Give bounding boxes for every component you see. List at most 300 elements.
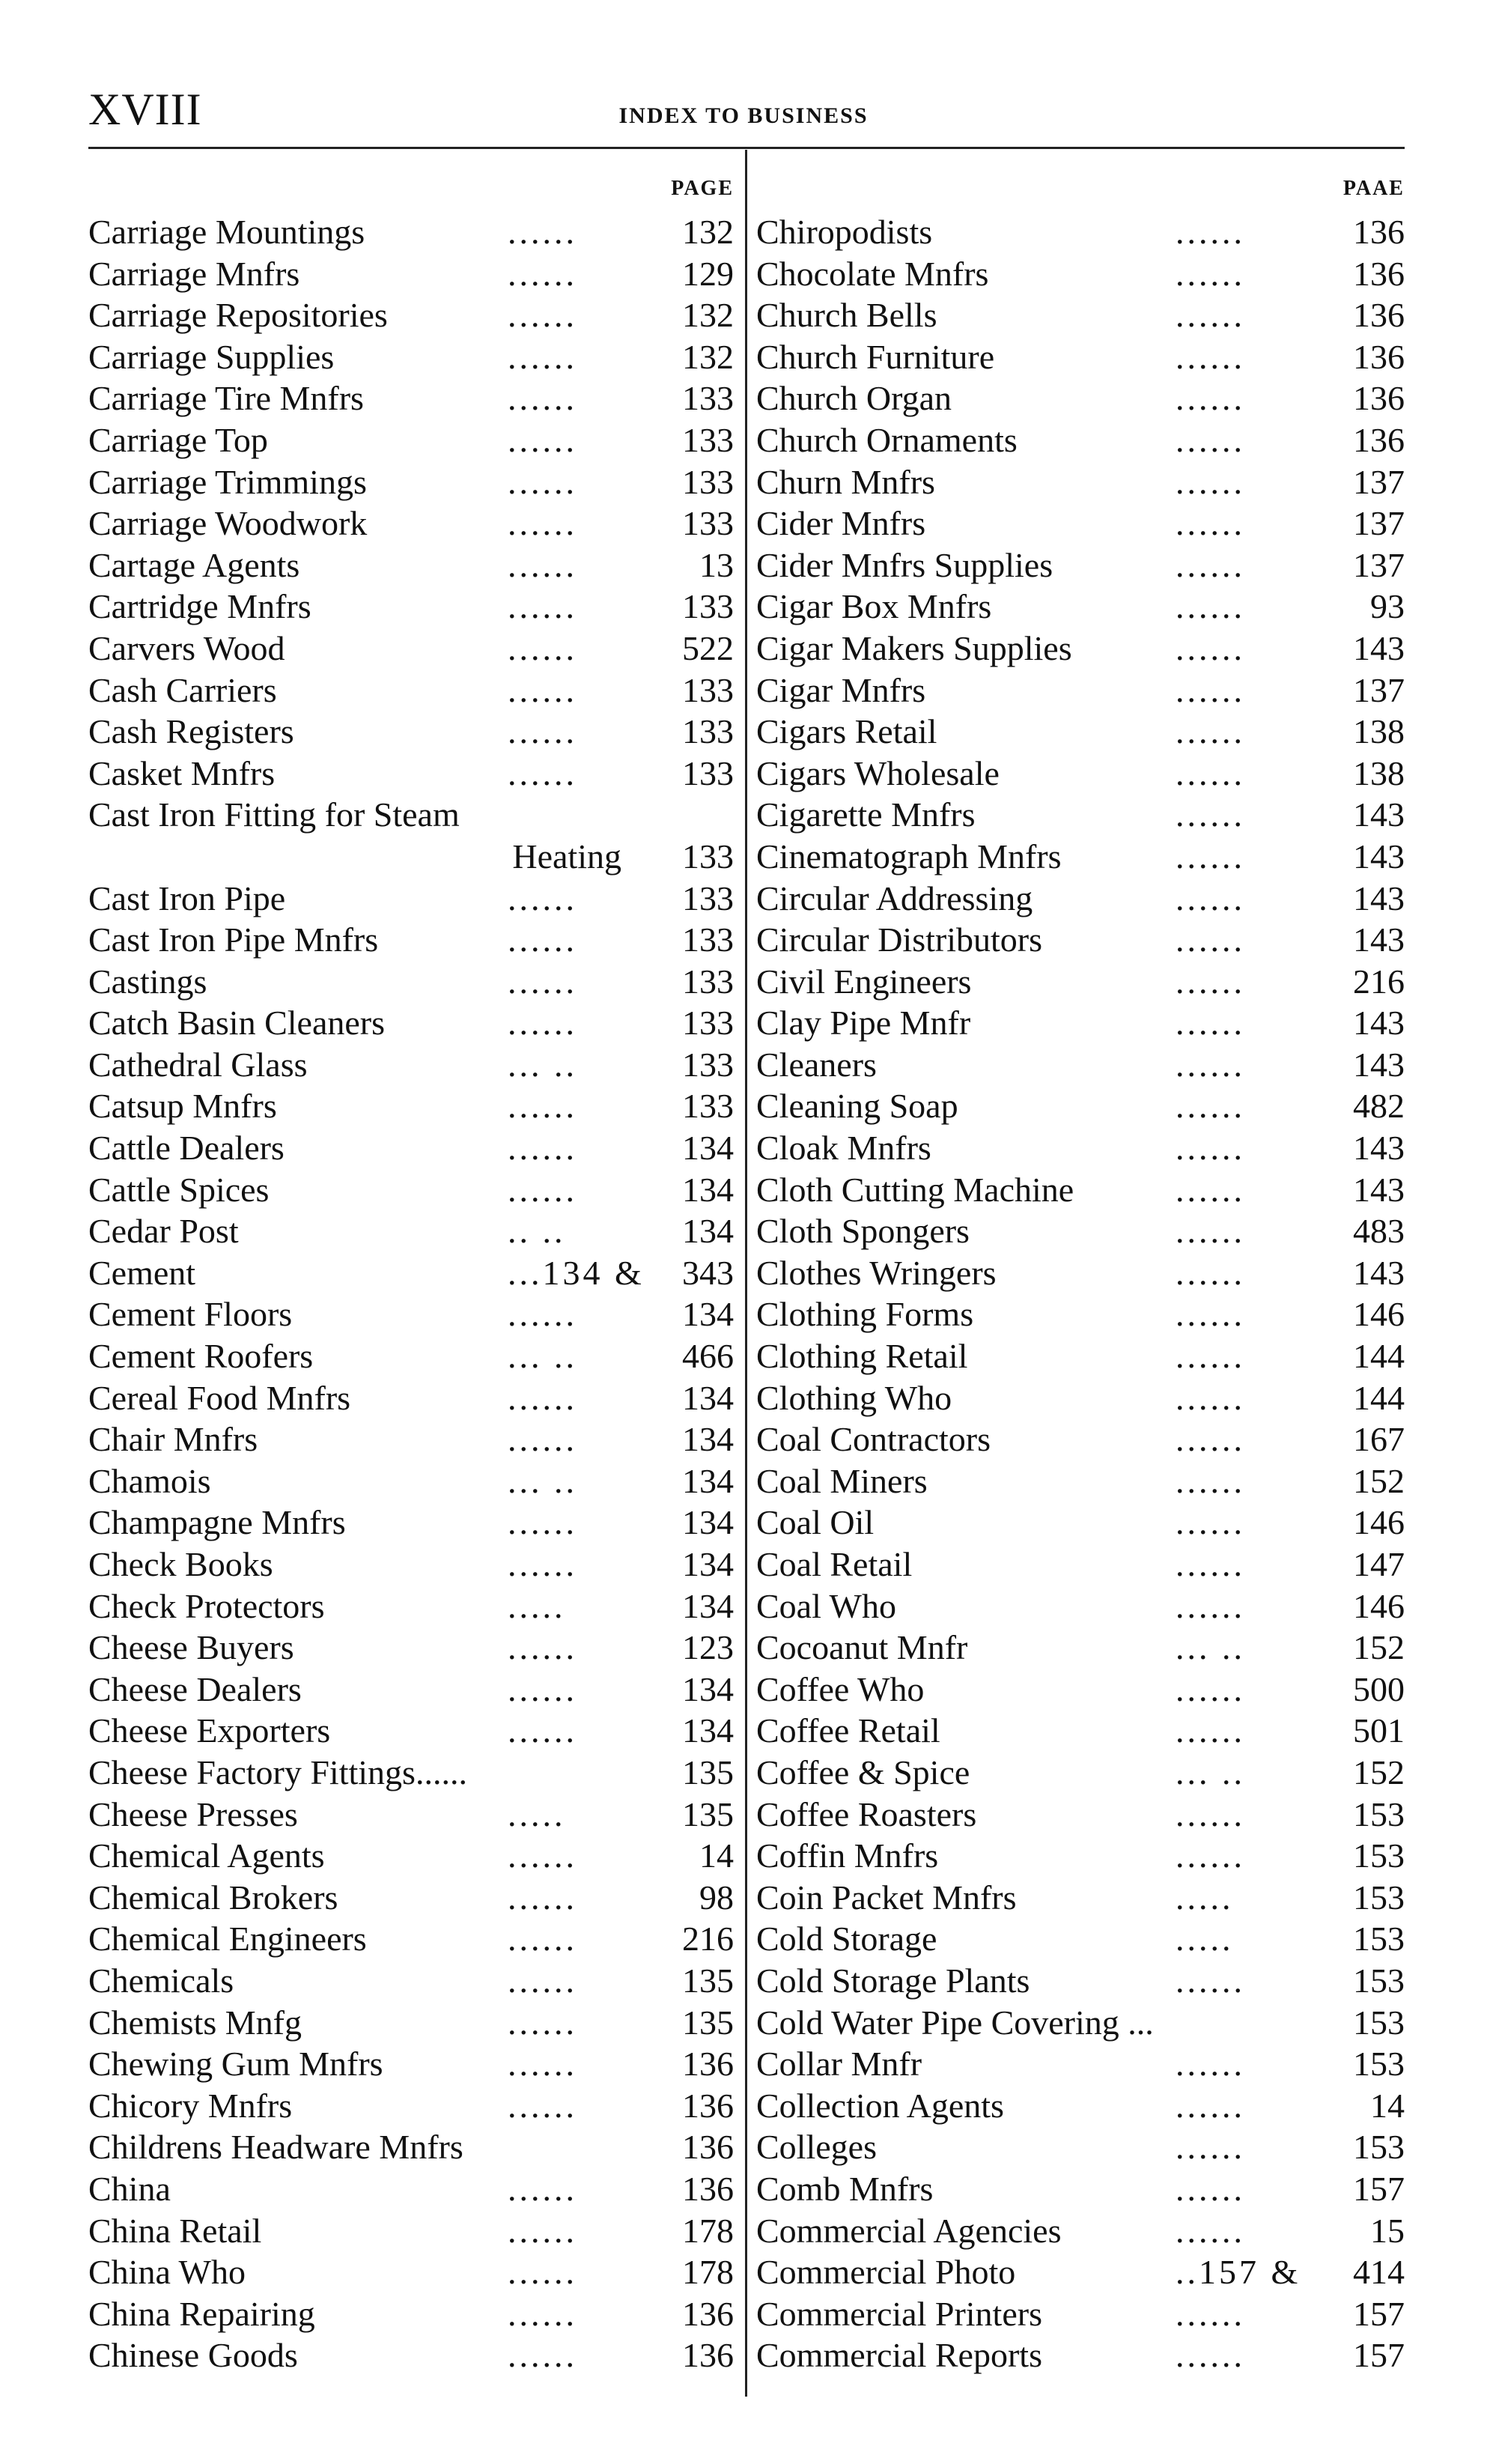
index-entry [756, 2002, 1405, 2044]
entry-name: China Who [88, 2253, 246, 2292]
index-entry [88, 919, 734, 961]
entry-name: Cement [88, 1253, 196, 1292]
entry-page: 133 [682, 504, 734, 543]
entry-name: Chinese Goods [88, 2336, 298, 2375]
entry-leader: ...... [508, 1378, 577, 1417]
entry-page: 153 [1353, 1878, 1405, 1917]
index-entry [756, 670, 1405, 711]
entry-name: Cinematograph Mnfrs [756, 837, 1062, 876]
entry-page: 136 [1353, 420, 1405, 459]
index-entry [88, 2168, 734, 2210]
entry-name: Coffee Retail [756, 1711, 940, 1750]
entry-name: Chemical Agents [88, 1836, 325, 1875]
entry-leader: ...... [508, 2211, 577, 2250]
entry-leader: ...... [508, 1295, 577, 1334]
entry-name: Check Books [88, 1545, 273, 1583]
entry-leader: ...... [508, 1545, 577, 1583]
entry-name: Carriage Supplies [88, 337, 335, 376]
entry-page: 133 [682, 670, 734, 709]
entry-page: 153 [1353, 1920, 1405, 1958]
entry-name: Coffin Mnfrs [756, 1836, 939, 1875]
entry-leader: ..... [508, 1586, 566, 1625]
left-page-label: PAGE [671, 177, 734, 200]
entry-page: 134 [682, 1545, 734, 1583]
entry-leader: ...... [1176, 1253, 1245, 1292]
entry-page: 153 [1353, 1794, 1405, 1833]
entry-page: 14 [699, 1836, 734, 1875]
entry-leader: ...... [1176, 2045, 1245, 2084]
entry-name: Cider Mnfrs [756, 504, 926, 543]
entry-name: Clay Pipe Mnfr [756, 1004, 971, 1043]
index-entry [88, 2002, 734, 2044]
entry-page: 137 [1353, 462, 1405, 501]
entry-page: 134 [682, 1711, 734, 1750]
entry-leader: ...... [1176, 1503, 1245, 1542]
index-entry [88, 2043, 734, 2085]
entry-name: Chemists Mnfg [88, 2003, 302, 2042]
entry-page: 482 [1353, 1087, 1405, 1126]
entry-name: Catch Basin Cleaners [88, 1004, 386, 1043]
entry-page: 136 [682, 2045, 734, 2084]
entry-name: Cash Registers [88, 712, 294, 751]
entry-name: Civil Engineers [756, 962, 972, 1001]
entry-name: Collar Mnfr [756, 2045, 922, 2084]
entry-name: Clothing Forms [756, 1295, 974, 1334]
entry-leader: ...... [508, 628, 577, 667]
index-entry [756, 1460, 1405, 1502]
entry-page: 136 [1353, 254, 1405, 293]
index-entry [756, 1752, 1405, 1794]
entry-name: Champagne Mnfrs [88, 1503, 346, 1542]
entry-leader: ...... [1176, 379, 1245, 418]
entry-page: 153 [1353, 2128, 1405, 2167]
index-entry [88, 836, 734, 878]
entry-name: Commercial Photo [756, 2253, 1016, 2292]
index-entry [88, 1585, 734, 1627]
index-entry [756, 1377, 1405, 1419]
entry-leader: ...... [1176, 1711, 1245, 1750]
entry-page: 133 [682, 1087, 734, 1126]
entry-leader: ...... [1176, 545, 1245, 584]
entry-name: Chocolate Mnfrs [756, 254, 989, 293]
entry-name: Church Furniture [756, 337, 995, 376]
entry-page: 143 [1353, 1170, 1405, 1209]
entry-page: 152 [1353, 1753, 1405, 1791]
entry-page: 135 [682, 2003, 734, 2042]
entry-leader: ...... [508, 2169, 577, 2208]
entry-name: Chewing Gum Mnfrs [88, 2045, 383, 2084]
entry-name: Chemical Engineers [88, 1920, 367, 1958]
entry-name: Cold Storage [756, 1920, 937, 1958]
entry-name: Catsup Mnfrs [88, 1087, 277, 1126]
entry-page: 135 [682, 1753, 734, 1791]
entry-leader: ...... [1176, 1087, 1245, 1126]
page-number: XVIII [88, 85, 202, 134]
entry-page: 144 [1353, 1337, 1405, 1376]
right-page-label: PAAE [1342, 177, 1405, 200]
entry-page: 146 [1353, 1586, 1405, 1625]
entry-page: 143 [1353, 628, 1405, 667]
entry-page: 123 [682, 1628, 734, 1667]
index-entry [88, 586, 734, 628]
entry-name: Cheese Dealers [88, 1669, 302, 1708]
entry-leader: ...... [508, 879, 577, 917]
entry-leader: ...... [508, 2086, 577, 2125]
entry-name: Cereal Food Mnfrs [88, 1378, 351, 1417]
entry-name: Castings [88, 962, 207, 1001]
entry-name: Coin Packet Mnfrs [756, 1878, 1017, 1917]
entry-name: Cold Storage Plants [756, 1961, 1030, 2000]
index-entry [88, 1335, 734, 1377]
index-entry [88, 961, 734, 1003]
entry-name: Cartage Agents [88, 545, 300, 584]
index-entry [88, 1169, 734, 1211]
index-entry [756, 2085, 1405, 2127]
entry-page: 144 [1353, 1378, 1405, 1417]
entry-page: 143 [1353, 1129, 1405, 1168]
entry-page: 178 [682, 2253, 734, 2292]
index-entry [88, 1044, 734, 1086]
entry-leader: ...... [508, 1170, 577, 1209]
entry-leader: ...... [508, 420, 577, 459]
left-entries [88, 211, 734, 2376]
entry-name: Cider Mnfrs Supplies [756, 545, 1053, 584]
entry-page: 343 [682, 1253, 734, 1292]
entry-name: Chemical Brokers [88, 1878, 338, 1917]
entry-leader: ...... [1176, 1420, 1245, 1459]
entry-leader: ...... [1176, 254, 1245, 293]
index-entry [756, 1085, 1405, 1127]
entry-page: 143 [1353, 1253, 1405, 1292]
index-entry [756, 1252, 1405, 1294]
entry-page: 483 [1353, 1212, 1405, 1251]
entry-name: Cash Carriers [88, 670, 277, 709]
entry-page: 134 [682, 1212, 734, 1251]
index-entry [756, 628, 1405, 670]
entry-leader: ...... [1176, 1212, 1245, 1251]
entry-page: 134 [682, 1669, 734, 1708]
entry-name: Cast Iron Fitting for Steam [88, 795, 460, 834]
entry-page: 135 [682, 1794, 734, 1833]
entry-name: Coal Oil [756, 1503, 875, 1542]
index-entry [88, 1418, 734, 1460]
entry-page: 153 [1353, 1836, 1405, 1875]
entry-leader: ...... [508, 337, 577, 376]
entry-name: Coffee Who [756, 1669, 925, 1708]
index-entry [756, 753, 1405, 795]
entry-page: 132 [682, 296, 734, 335]
entry-leader: ...... [1176, 1378, 1245, 1417]
entry-name: Colleges [756, 2128, 877, 2167]
left-column [88, 177, 734, 2376]
entry-name: Carriage Top [88, 420, 268, 459]
entry-page: 500 [1353, 1669, 1405, 1708]
entry-leader: ...... [508, 1628, 577, 1667]
entry-page: 153 [1353, 2003, 1405, 2042]
index-entry [756, 711, 1405, 753]
entry-page: 135 [682, 1961, 734, 2000]
entry-leader: ...... [1176, 213, 1245, 251]
index-entry [756, 2251, 1405, 2293]
entry-name: Cheese Presses [88, 1794, 298, 1833]
entry-leader: ...... [1176, 1129, 1245, 1168]
entry-leader: ...... [508, 2003, 577, 2042]
entry-name: Collection Agents [756, 2086, 1004, 2125]
entry-name: Carriage Trimmings [88, 462, 367, 501]
entry-leader: ... .. [508, 1045, 577, 1084]
entry-name: Cheese Factory Fittings...... [88, 1753, 467, 1791]
entry-name: Cattle Spices [88, 1170, 270, 1209]
entry-leader: ...... [1176, 1545, 1245, 1583]
entry-page: 522 [682, 628, 734, 667]
entry-leader: ...... [508, 545, 577, 584]
index-entry [88, 1960, 734, 2002]
entry-name: Clothes Wringers [756, 1253, 997, 1292]
entry-leader: ...... [1176, 1461, 1245, 1500]
index-entry [88, 419, 734, 461]
entry-leader: ...... [508, 753, 577, 792]
entry-name: Chicory Mnfrs [88, 2086, 293, 2125]
index-entry [756, 2043, 1405, 2085]
index-entry [756, 586, 1405, 628]
entry-page: 133 [682, 879, 734, 917]
column-divider [745, 150, 747, 2397]
index-entry [756, 961, 1405, 1003]
entry-page: 153 [1353, 2045, 1405, 2084]
entry-name: Cement Floors [88, 1295, 293, 1334]
index-entry [756, 211, 1405, 253]
index-entry [756, 2126, 1405, 2168]
entry-page: 134 [682, 1586, 734, 1625]
entry-leader: ...... [508, 1087, 577, 1126]
entry-page: 132 [682, 213, 734, 251]
entry-page: 134 [682, 1378, 734, 1417]
entry-leader: ...... [508, 712, 577, 751]
entry-leader: ...... [1176, 420, 1245, 459]
index-entry [756, 1669, 1405, 1711]
entry-page: 136 [682, 2169, 734, 2208]
entry-leader: ..... [1176, 1878, 1234, 1917]
entry-page: 143 [1353, 837, 1405, 876]
index-entry [756, 878, 1405, 920]
entry-page: 133 [682, 837, 734, 876]
index-entry [88, 670, 734, 711]
entry-page: 216 [682, 1920, 734, 1958]
entry-name: Cheese Exporters [88, 1711, 331, 1750]
entry-leader: ...... [1176, 1836, 1245, 1875]
index-entry [756, 1418, 1405, 1460]
entry-leader: ...... [1176, 2169, 1245, 2208]
index-entry [88, 878, 734, 920]
entry-leader: ...... [1176, 2086, 1245, 2125]
entry-name: Chair Mnfrs [88, 1420, 258, 1459]
index-entry [88, 1210, 734, 1252]
index-entry [756, 1794, 1405, 1836]
entry-leader: ...... [508, 1129, 577, 1168]
entry-leader: ...... [1176, 837, 1245, 876]
index-entry [756, 1835, 1405, 1877]
entry-leader: ...... [508, 1836, 577, 1875]
entry-leader: ...... [1176, 1004, 1245, 1043]
entry-name: Church Bells [756, 296, 937, 335]
entry-leader: ...... [508, 2253, 577, 2292]
entry-name: Cast Iron Pipe [88, 879, 286, 917]
index-entry [756, 461, 1405, 503]
index-entry [88, 711, 734, 753]
entry-name: Carriage Tire Mnfrs [88, 379, 364, 418]
index-entry [756, 503, 1405, 544]
index-entry [88, 1544, 734, 1585]
entry-name: Coal Miners [756, 1461, 928, 1500]
index-entry [756, 1210, 1405, 1252]
entry-name: Cold Water Pipe Covering ... [756, 2003, 1154, 2042]
entry-page: 133 [682, 962, 734, 1001]
entry-name: Cigar Mnfrs [756, 670, 926, 709]
index-entry [756, 1169, 1405, 1211]
entry-leader: ...... [1176, 2211, 1245, 2250]
index-entry [88, 1377, 734, 1419]
entry-leader: ...... [1176, 1669, 1245, 1708]
entry-page: 133 [682, 712, 734, 751]
index-entry [88, 1502, 734, 1544]
entry-leader: ...... [508, 1669, 577, 1708]
entry-leader: ...... [508, 2336, 577, 2375]
entry-page: 133 [682, 379, 734, 418]
entry-page: 147 [1353, 1545, 1405, 1583]
entry-leader: ...... [508, 1961, 577, 2000]
entry-name: Cedar Post [88, 1212, 239, 1251]
entry-name: Check Protectors [88, 1586, 325, 1625]
entry-leader: ...... [508, 1420, 577, 1459]
entry-page: 133 [682, 420, 734, 459]
entry-name: Cast Iron Pipe Mnfrs [88, 920, 379, 959]
entry-leader: ...... [1176, 2294, 1245, 2333]
entry-page: 14 [1370, 2086, 1405, 2125]
entry-name: Commercial Agencies [756, 2211, 1062, 2250]
entry-name: Comb Mnfrs [756, 2169, 934, 2208]
index-entry [88, 1794, 734, 1836]
entry-name: Carriage Mnfrs [88, 254, 300, 293]
entry-name: Cigar Makers Supplies [756, 628, 1072, 667]
entry-name: Chemicals [88, 1961, 234, 2000]
entry-name: Cloak Mnfrs [756, 1129, 931, 1168]
entry-page: 143 [1353, 920, 1405, 959]
index-entry [756, 336, 1405, 378]
entry-leader: ...... [1176, 1295, 1245, 1334]
header-rule [88, 147, 1405, 149]
entry-name: Carvers Wood [88, 628, 285, 667]
entry-leader: ...... [508, 962, 577, 1001]
entry-name: Carriage Repositories [88, 296, 388, 335]
entry-name: Childrens Headware Mnfrs [88, 2128, 463, 2167]
page-title: INDEX TO BUSINESS [618, 103, 869, 128]
index-entry [88, 336, 734, 378]
entry-page: 138 [1353, 712, 1405, 751]
entry-name: China Retail [88, 2211, 262, 2250]
entry-leader: ...... [508, 2294, 577, 2333]
entry-page: 133 [682, 462, 734, 501]
entry-page: 129 [682, 254, 734, 293]
entry-page: 501 [1353, 1711, 1405, 1750]
entry-name: Casket Mnfrs [88, 753, 276, 792]
index-entry [88, 2251, 734, 2293]
entry-leader: ...... [1176, 1170, 1245, 1209]
entry-leader: ...... [1176, 504, 1245, 543]
entry-leader: ...... [1176, 879, 1245, 917]
entry-leader: ...... [508, 1004, 577, 1043]
index-entry [88, 794, 734, 836]
index-entry [88, 2210, 734, 2252]
entry-leader: ...... [508, 462, 577, 501]
entry-page: 13 [699, 545, 734, 584]
entry-name: Cocoanut Mnfr [756, 1628, 968, 1667]
index-entry [756, 1044, 1405, 1086]
entry-page: 134 [682, 1420, 734, 1459]
entry-page: 136 [682, 2336, 734, 2375]
entry-page: 414 [1353, 2253, 1405, 2292]
entry-page: 216 [1353, 962, 1405, 1001]
index-entry [88, 1669, 734, 1711]
entry-page: 133 [682, 753, 734, 792]
entry-page: 138 [1353, 753, 1405, 792]
entry-leader: ...134 & [508, 1253, 645, 1292]
entry-name: Cigars Retail [756, 712, 937, 751]
entry-leader: ...... [508, 296, 577, 335]
entry-name: Cheese Buyers [88, 1628, 294, 1667]
index-entry [88, 1002, 734, 1044]
entry-page: 157 [1353, 2336, 1405, 2375]
entry-leader: ...... [1176, 795, 1245, 834]
index-entry [756, 1502, 1405, 1544]
entry-leader: ...... [1176, 2128, 1245, 2167]
index-entry [756, 1960, 1405, 2002]
index-entry [756, 1877, 1405, 1919]
entry-page: 466 [682, 1337, 734, 1376]
index-entry [756, 919, 1405, 961]
entry-name: Commercial Reports [756, 2336, 1042, 2375]
index-entry [88, 1293, 734, 1335]
entry-leader: ... .. [1176, 1753, 1245, 1791]
index-entry [756, 1293, 1405, 1335]
entry-name: Coal Retail [756, 1545, 913, 1583]
index-entry [88, 2334, 734, 2376]
index-entry [756, 1002, 1405, 1044]
entry-name: Cigar Box Mnfrs [756, 587, 992, 626]
entry-leader: ...... [1176, 628, 1245, 667]
index-entry [756, 1544, 1405, 1585]
entry-page: 167 [1353, 1420, 1405, 1459]
entry-page: 136 [682, 2128, 734, 2167]
entry-name: Church Ornaments [756, 420, 1018, 459]
entry-leader: ...... [1176, 462, 1245, 501]
entry-name: Heating [512, 837, 621, 876]
entry-name: China Repairing [88, 2294, 315, 2333]
index-entry [756, 794, 1405, 836]
entry-page: 136 [1353, 337, 1405, 376]
entry-name: Cartridge Mnfrs [88, 587, 311, 626]
index-entry [756, 1335, 1405, 1377]
entry-leader: ...... [1176, 1961, 1245, 2000]
entry-name: Clothing Who [756, 1378, 952, 1417]
entry-leader: ...... [1176, 1337, 1245, 1376]
index-entry [88, 461, 734, 503]
entry-leader: ...... [1176, 1045, 1245, 1084]
entry-page: 143 [1353, 1004, 1405, 1043]
entry-page: 137 [1353, 504, 1405, 543]
entry-name: Coffee & Spice [756, 1753, 970, 1791]
entry-page: 143 [1353, 879, 1405, 917]
index-entry [88, 1918, 734, 1960]
